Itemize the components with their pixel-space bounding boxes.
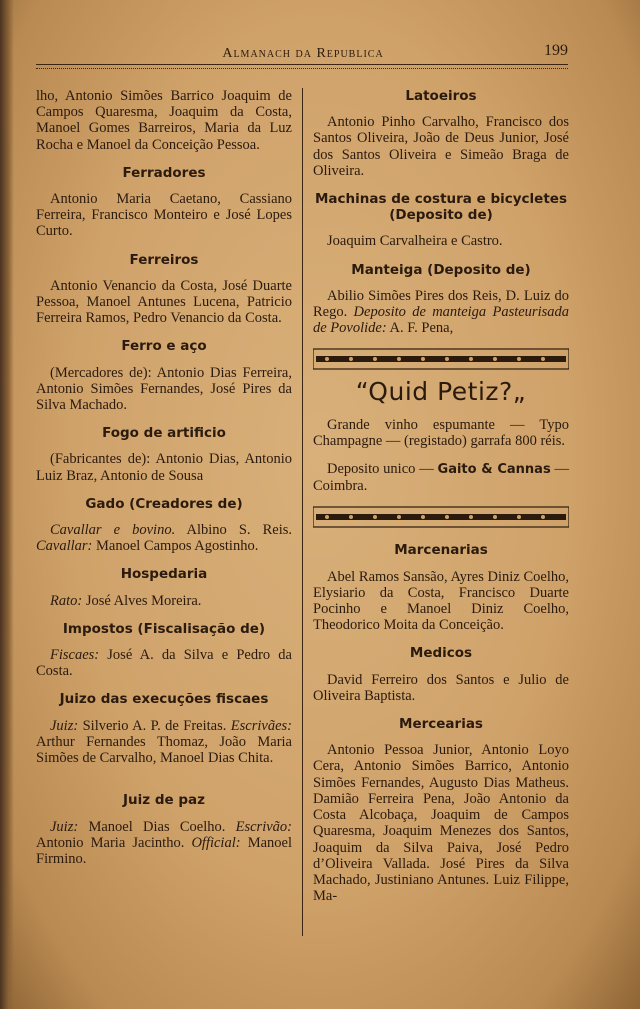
entry-text: Abilio Simões Pires dos Reis, D. Luiz do Rego. xyxy=(313,287,569,321)
deposit-label: Deposito unico — xyxy=(327,461,438,478)
header-rule xyxy=(36,64,568,69)
section-text xyxy=(36,522,292,554)
entry-text: Silverio A. P. de Freitas. xyxy=(78,717,227,734)
section-title: Ferro e aço xyxy=(121,338,207,355)
section-title: Manteiga (Deposito de) xyxy=(351,261,531,278)
section-text xyxy=(36,593,292,609)
advert-brand: Gaito & Cannas xyxy=(437,462,551,478)
left-column xyxy=(36,88,292,879)
entry-label: Deposito de manteiga Pasteurisada de Povolide: xyxy=(313,304,569,337)
running-header xyxy=(36,42,570,62)
column-divider xyxy=(302,88,303,936)
entry-label: Fiscaes: xyxy=(50,647,100,664)
entry-label: Juiz: xyxy=(50,818,79,835)
section-title: Latoeiros xyxy=(405,88,477,104)
section-text: (Mercadores de): Antonio Dias Ferreira, Antonio Simões Fernandes, José Pires da Silva Machado. xyxy=(36,364,292,414)
section-title: Marcenarias xyxy=(394,542,488,559)
entry-text: José A. da Silva e Pedro da Costa. xyxy=(36,647,292,680)
section-subtitle: (Deposito de) xyxy=(389,207,493,224)
advert-deposit xyxy=(313,461,569,494)
entry-text: Antonio Maria Jacintho. xyxy=(36,834,185,851)
section-text: Antonio Pinho Carvalho, Francisco dos Santos Oliveira, João de Deus Junior, José dos Santos Oliveira e Simeão Braga de Oliveira. xyxy=(313,114,569,179)
advert-title: “Quid Petiz?„ xyxy=(355,377,527,407)
entry-label: Cavallar e bovino. xyxy=(50,522,176,539)
section-title: Medicos xyxy=(409,645,473,662)
advert-text: Grande vinho espumante — Typo Champagne — (registado) garrafa 800 réis. xyxy=(313,416,569,449)
page-number: 199 xyxy=(544,42,568,59)
section-text: (Fabricantes de): Antonio Dias, Antonio Luiz Braz, Antonio de Sousa xyxy=(36,451,292,484)
section-title: Juizo das execuções fiscaes xyxy=(59,691,269,708)
section-text xyxy=(36,819,292,868)
section-title: Impostos (Fiscalisação de) xyxy=(62,620,266,637)
entry-text: Manoel Dias Coelho. xyxy=(78,818,226,835)
entry-label: Juiz: xyxy=(50,717,79,734)
section-text: Antonio Maria Caetano, Cassiano Ferreira, Francisco Monteiro e José Lopes Curto. xyxy=(36,191,292,240)
section-text: Antonio Venancio da Costa, José Duarte Pessoa, Manoel Antunes Lucena, Patricio Ferreira Ramos, Pedro Venancio da Costa. xyxy=(36,277,292,327)
section-title: Gado (Creadores de) xyxy=(85,495,243,512)
right-column xyxy=(313,88,569,916)
section-text: David Ferreiro dos Santos e Julio de Oliveira Baptista. xyxy=(313,671,569,704)
book-binding xyxy=(0,0,14,1009)
section-text xyxy=(36,647,292,679)
section-text: Joaquim Carvalheira e Castro. xyxy=(327,233,503,250)
entry-label: Escrivães: xyxy=(226,717,292,734)
section-text xyxy=(36,718,292,767)
section-text: Abel Ramos Sansão, Ayres Diniz Coelho, Elysiario da Costa, Francisco Duarte Pocinho e Manoel Diniz Coelho, Theodorico Moita da Conceição. xyxy=(313,568,569,634)
entry-label: Official: xyxy=(184,834,241,851)
entry-text: Arthur Fernandes Thomaz, João Maria Simões de Carvalho, Manoel Dias Chita. xyxy=(36,733,292,767)
section-title: Ferradores xyxy=(122,164,206,181)
entry-text: Albino S. Reis. xyxy=(175,522,292,539)
entry-text: Manoel Campos Agostinho. xyxy=(92,538,259,555)
section-title: Mercearias xyxy=(399,716,483,733)
entry-text: José Alves Moreira. xyxy=(82,592,202,609)
entry-label: Cavallar: xyxy=(36,538,93,555)
ornament-border-bottom xyxy=(313,506,569,528)
intro-paragraph: lho, Antonio Simões Barrico Joaquim de Campos Quaresma, Joaquim da Costa, Manoel Gomes Barreiros, Maria da Luz Rocha e Manoel da Conceição Pessoa. xyxy=(36,88,292,153)
section-text xyxy=(313,288,569,337)
section-text: Antonio Pessoa Junior, Antonio Loyo Cera, Antonio Simões Barrico, Antonio Simões Fernandes, Augusto Dias Matheus. Damião Ferreira Pena, João Antonio da Costa Alcobaça, Joaquim de Campos Quaresma, Joaquim Menezes dos Santos, Joaquim da Silva Paiva, José Pedro d’Oliveira Vallada. José Pires da Silva Machado, Justiniano Antunes. Luiz Filippe, Ma- xyxy=(313,742,569,905)
ornament-border-top xyxy=(313,348,569,370)
running-title: Almanach da Republica xyxy=(222,46,384,61)
section-title: Ferreiros xyxy=(129,251,199,268)
section-title: Machinas de costura e bicycletes xyxy=(315,191,567,208)
entry-text: A. F. Pena, xyxy=(386,320,454,337)
deposit-city: — Coimbra. xyxy=(313,461,570,495)
entry-label: Escrivão: xyxy=(225,818,292,835)
section-title: Juiz de paz xyxy=(123,792,205,809)
section-title: Fogo de artificio xyxy=(102,425,226,442)
entry-text: Manoel Firmino. xyxy=(36,834,292,867)
section-title: Hospedaria xyxy=(120,566,208,583)
entry-label: Rato: xyxy=(50,592,83,609)
